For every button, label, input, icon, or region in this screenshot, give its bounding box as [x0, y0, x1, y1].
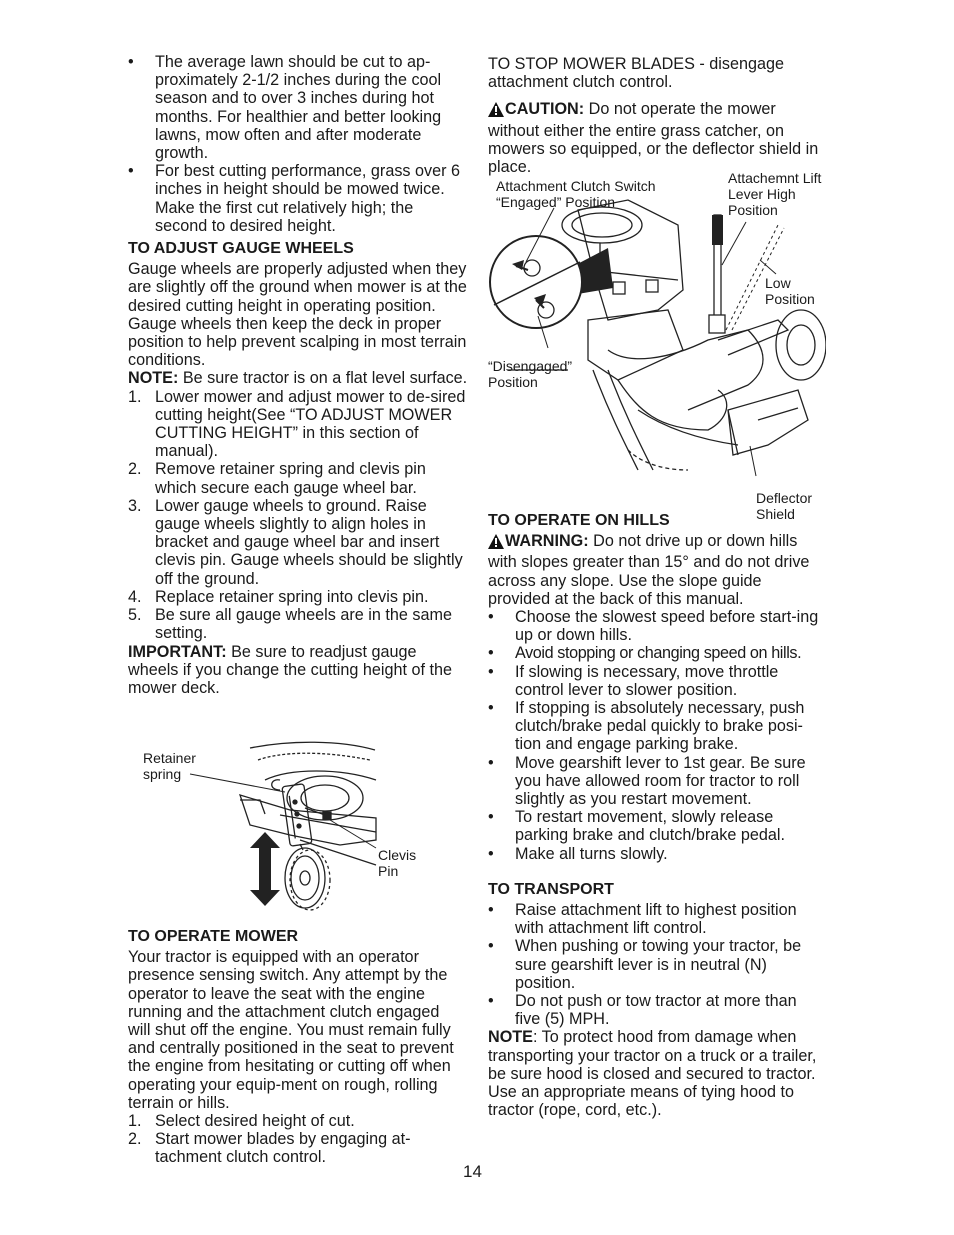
list-item: • Do not push or tow tractor at more than five (5) MPH. [488, 992, 797, 1029]
warning-text: WARNING: Do not drive up or down hills with slopes greater than 15° and do not drive across any slope. Use the slope guide provided at the back of this manual. [488, 532, 810, 608]
list-item: • When pushing or towing your tractor, be sure gearshift lever is in neutral (N) position. [488, 937, 802, 992]
list-item: • If slowing is necessary, move throttle control lever to slower position. [488, 662, 779, 699]
important-note [128, 643, 468, 698]
gauge-intro: Gauge wheels are properly adjusted when they are slightly off the ground when mower is at the desired cutting height in operating position. Gauge wheels then keep the deck in proper position to help prevent scalping in most terrain conditions. [128, 260, 467, 370]
section-heading-transport: TO TRANSPORT [488, 880, 614, 898]
label-clutch-switch: Attachment Clutch Switch “Engaged” Position [496, 178, 656, 210]
list-item: 2. Remove retainer spring and clevis pin which secure each gauge wheel bar. [128, 460, 426, 497]
list-item: 2. Start mower blades by engaging at-tachment clutch control. [128, 1130, 411, 1167]
transport-bullet-list [488, 901, 826, 1028]
list-item: • Move gearshift lever to 1st gear. Be sure you have allowed room for tractor to roll slightly as you restart movement. [488, 753, 806, 809]
note-text: Be sure tractor is on a flat level surface. [178, 369, 468, 388]
list-item: • Avoid stopping or changing speed on hills. [488, 644, 802, 663]
operate-steps [128, 1112, 464, 1167]
operate-mower-section [128, 928, 464, 1167]
stop-blades-text: TO STOP MOWER BLADES - disengage attachment clutch control. [488, 55, 784, 92]
section-heading-gauge-wheels: TO ADJUST GAUGE WHEELS [128, 240, 354, 258]
list-item: • For best cutting performance, grass over 6 inches in height should be mowed twice. Make the first cut relatively high; the second to desired height. [128, 162, 461, 235]
gauge-steps [128, 388, 468, 643]
list-item: 3. Lower gauge wheels to ground. Raise gauge wheels slightly to align holes in bracket and gauge wheel bar and insert clevis pin. Gauge wheels should be slightly off the ground. [128, 496, 463, 588]
label-retainer-spring: Retainer spring [143, 750, 196, 782]
gauge-note [128, 369, 468, 387]
warning-label: WARNING: [505, 532, 589, 551]
right-column-top [488, 55, 823, 176]
list-item: 5. Be sure all gauge wheels are in the same setting. [128, 606, 452, 643]
list-item: • The average lawn should be cut to ap-proximately 2-1/2 inches during the cool season and to over 3 inches during hot months. For healthier and better looking lawns, mow often and after moderate growth. [128, 53, 442, 163]
list-item: 1. Select desired height of cut. [128, 1112, 355, 1131]
label-disengaged: “Disengaged” Position [488, 358, 573, 390]
section-heading-operate-mower: TO OPERATE MOWER [128, 928, 299, 945]
tractor-illustration [488, 170, 826, 525]
important-text: Be sure to readjust gauge wheels if you change the cutting height of the mower deck. [128, 642, 452, 697]
list-item: 4. Replace retainer spring into clevis pin. [128, 587, 429, 606]
important-label: IMPORTANT: [128, 642, 227, 661]
transport-note: NOTE: To protect hood from damage when transporting your tractor on a truck or a trailer, be sure hood is closed and secured to tractor. Use an appropriate means of tying hood to tractor (rope, cord, etc.). [488, 1028, 817, 1120]
note-label: NOTE: [128, 369, 179, 388]
warning-triangle-icon [488, 102, 504, 121]
list-item: • Raise attachment lift to highest position with attachment lift control. [488, 901, 797, 938]
operate-text: Your tractor is equipped with an operator presence sensing switch. Any attempt by the operator to leave the seat with the engine running and the attachment clutch engaged will shut off the engine. You must remain fully and centrally positioned in the seat to prevent the engine from hesitating or cutting off when operating your equip-ment on rough, rolling terrain or hills. [128, 948, 454, 1112]
label-deflector-shield: Deflector Shield [756, 490, 813, 522]
left-column [128, 53, 468, 697]
list-item: 1. Lower mower and adjust mower to de-sired cutting height(See “TO ADJUST MOWER CUTTING HEIGHT” in this section of manual). [128, 387, 466, 461]
section-heading-hills: TO OPERATE ON HILLS [488, 512, 670, 529]
caution-text: CAUTION: Do not operate the mower without either the entire grass catcher, on mowers so equipped, or the deflector shield in place. [488, 100, 819, 177]
caution-label: CAUTION: [505, 100, 585, 119]
double-arrow-icon [250, 832, 280, 906]
note-label: NOTE [488, 1028, 533, 1047]
list-item: • To restart movement, slowly release parking brake and clutch/brake pedal. [488, 808, 785, 845]
warning-triangle-icon [488, 534, 504, 553]
label-clevis-pin: Clevis Pin [378, 847, 417, 879]
hills-bullet-list [488, 608, 826, 863]
list-item: • Choose the slowest speed before start-ing up or down hills. [488, 608, 819, 645]
label-lift-lever: Attachemnt Lift Lever High Position [728, 170, 822, 218]
list-item: • If stopping is absolutely necessary, push clutch/brake pedal quickly to brake posi-tion and engage parking brake. [488, 699, 805, 754]
tractor-figure [488, 170, 826, 525]
list-item: • Make all turns slowly. [488, 844, 668, 863]
page-number: 14 [463, 1162, 482, 1181]
label-low-position: Low Position [765, 275, 815, 307]
gauge-wheel-figure [140, 740, 440, 915]
intro-bullet-list [128, 53, 463, 235]
right-column-bottom [488, 512, 826, 1120]
